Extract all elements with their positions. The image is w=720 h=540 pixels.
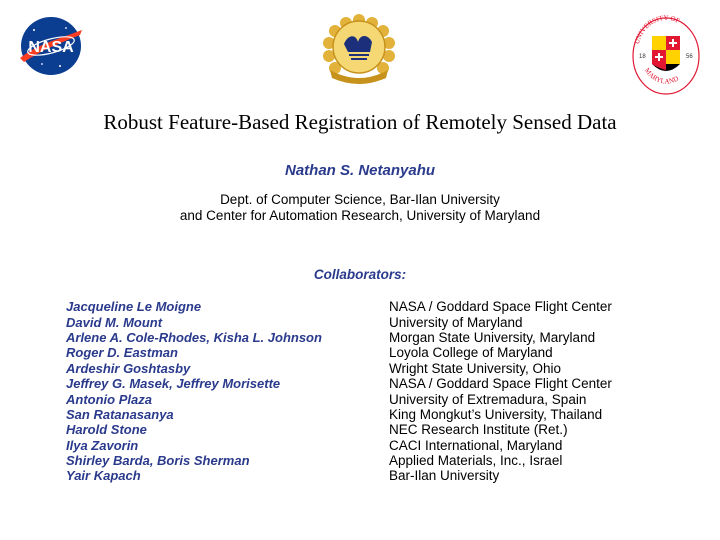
presentation-title: Robust Feature-Based Registration of Remotely Sensed Data <box>103 110 617 134</box>
bar-ilan-logo <box>314 12 404 86</box>
collaborator-row <box>66 453 706 468</box>
umd-logo <box>630 12 702 96</box>
collaborators-heading: Collaborators: <box>313 267 407 282</box>
affiliation-line-1: Dept. of Computer Science, Bar-Ilan University <box>220 192 500 207</box>
collaborator-row <box>66 438 706 453</box>
collaborator-name: Ilya Zavorin <box>66 437 139 453</box>
collaborator-name: Ardeshir Goshtasby <box>66 360 191 376</box>
collaborator-institution: Bar-Ilan University <box>389 468 500 484</box>
collaborator-row <box>66 314 706 329</box>
collaborator-row <box>66 299 706 314</box>
affiliation-line-2: and Center for Automation Research, University of Maryland <box>179 208 541 223</box>
collaborator-name: Arlene A. Cole-Rhodes, Kisha L. Johnson <box>66 329 322 345</box>
collaborator-name: Roger D. Eastman <box>66 345 178 361</box>
umd-year-right: 56 <box>686 54 693 60</box>
collaborator-row <box>66 407 706 422</box>
collaborator-institution: King Mongkut’s University, Thailand <box>389 406 603 422</box>
nasa-logo-text: NASA <box>28 39 74 56</box>
collaborator-row <box>66 361 706 376</box>
collaborator-institution: Applied Materials, Inc., Israel <box>389 453 563 469</box>
collaborator-name: Harold Stone <box>66 422 147 438</box>
affiliation <box>0 192 720 224</box>
collaborator-name: Yair Kapach <box>66 468 141 484</box>
collaborator-institution: Morgan State University, Maryland <box>389 329 596 345</box>
collaborator-institution: NASA / Goddard Space Flight Center <box>389 299 612 315</box>
collaborator-institution: NASA / Goddard Space Flight Center <box>389 376 612 392</box>
collaborator-name: San Ratanasanya <box>66 406 174 422</box>
collaborator-row <box>66 422 706 437</box>
collaborator-name: David M. Mount <box>66 314 163 330</box>
collaborator-row <box>66 330 706 345</box>
collaborator-name: Antonio Plaza <box>66 391 152 407</box>
nasa-logo <box>16 14 86 78</box>
author-name: Nathan S. Netanyahu <box>284 162 436 179</box>
collaborator-name: Jacqueline Le Moigne <box>66 299 202 315</box>
collaborator-row <box>66 345 706 360</box>
svg-text:UNIVERSITY OF: UNIVERSITY OF <box>632 13 681 46</box>
collaborator-row <box>66 391 706 406</box>
svg-text:MARYLAND: MARYLAND <box>642 66 680 86</box>
collaborator-row <box>66 468 706 483</box>
collaborator-row <box>66 376 706 391</box>
collaborator-institution: Wright State University, Ohio <box>389 360 562 376</box>
collaborators-list <box>66 299 706 484</box>
collaborator-name: Shirley Barda, Boris Sherman <box>66 453 250 469</box>
collaborator-institution: Loyola College of Maryland <box>389 345 553 361</box>
collaborator-institution: NEC Research Institute (Ret.) <box>389 422 568 438</box>
collaborator-institution: University of Extremadura, Spain <box>389 391 587 407</box>
collaborator-institution: University of Maryland <box>389 314 523 330</box>
umd-year-left: 18 <box>639 54 646 60</box>
collaborator-name: Jeffrey G. Masek, Jeffrey Morisette <box>66 376 281 392</box>
collaborator-institution: CACI International, Maryland <box>389 437 563 453</box>
